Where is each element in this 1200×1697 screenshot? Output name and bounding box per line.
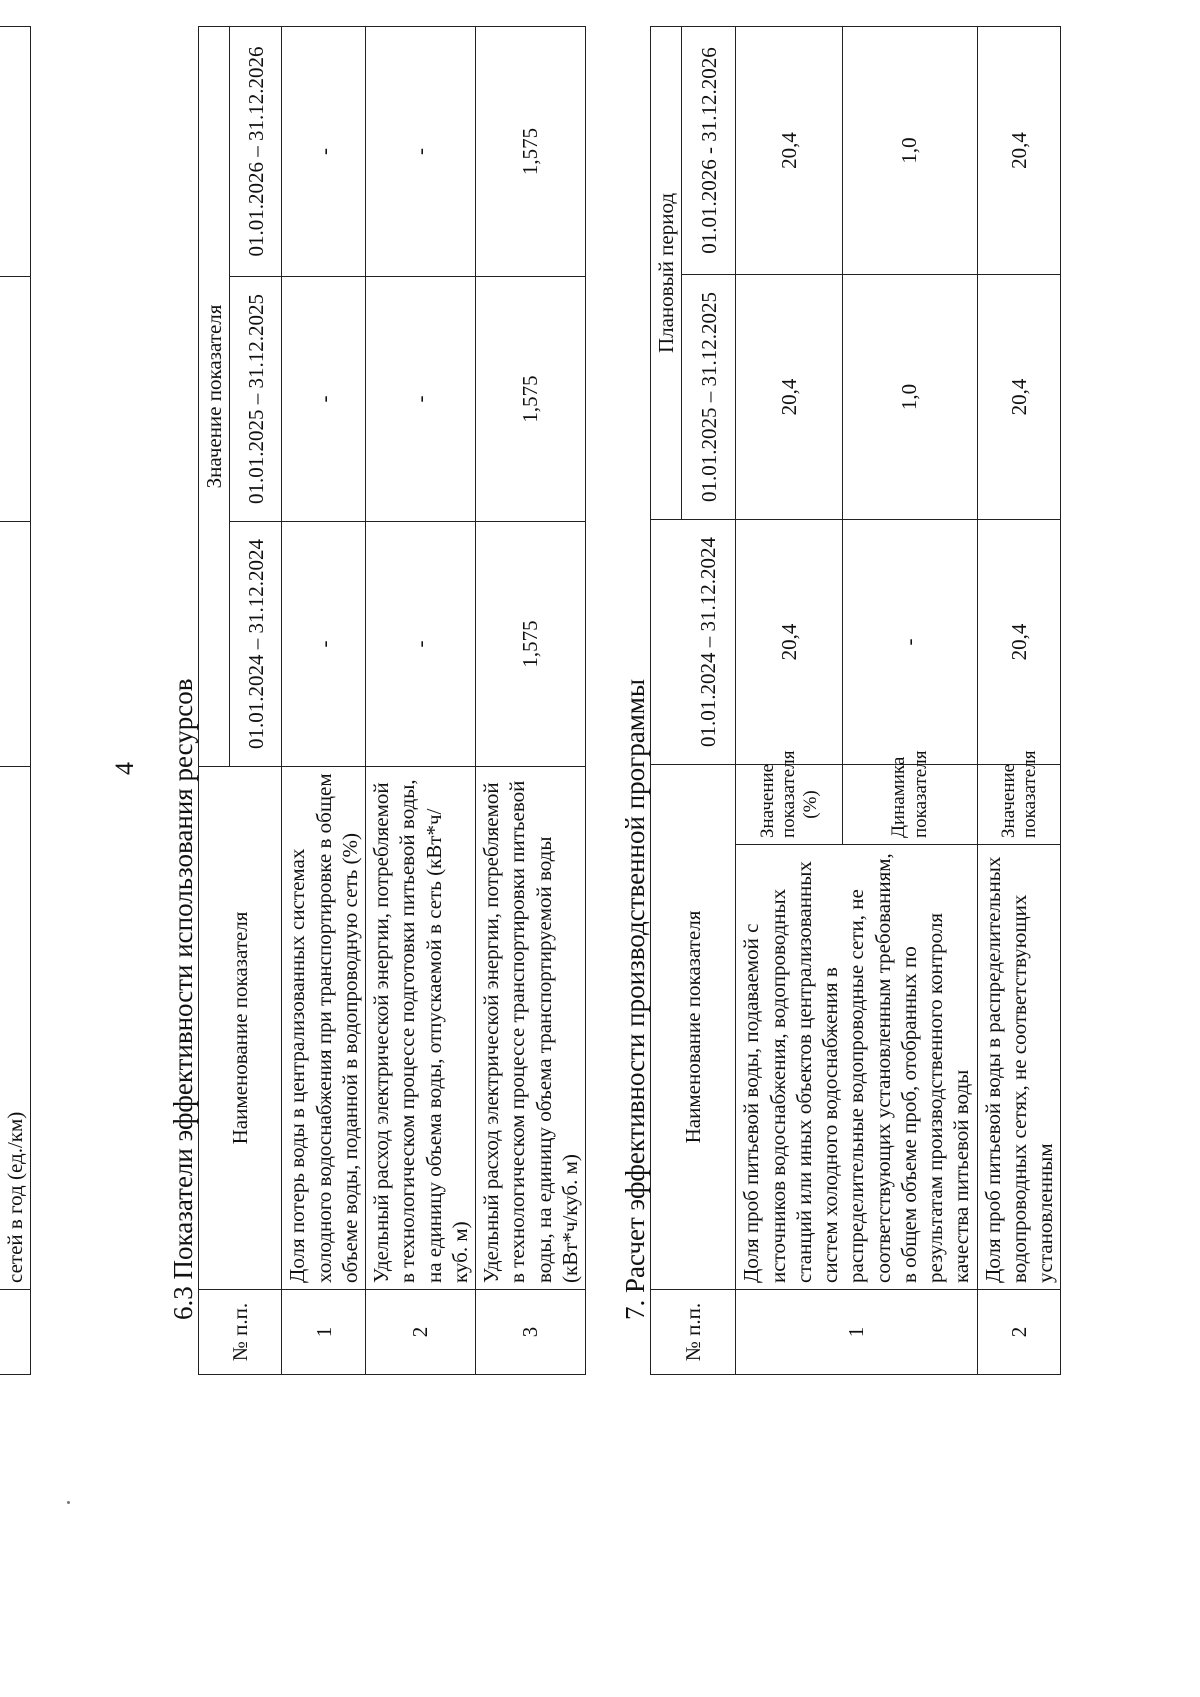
top-fragment-cell xyxy=(0,522,31,767)
row-value: 20,4 xyxy=(736,26,842,274)
page-number: 4 xyxy=(110,762,139,775)
row-value: 20,4 xyxy=(736,274,842,519)
sub-label: Значение показателя xyxy=(977,764,1061,844)
top-fragment-num-cell xyxy=(0,1290,31,1375)
plan-group-header: Плановый период xyxy=(651,26,682,519)
scan-speck xyxy=(67,1501,70,1504)
row-value: - xyxy=(366,277,476,522)
row-value: 1,575 xyxy=(476,522,586,767)
row-value: 20,4 xyxy=(736,519,842,764)
period-header: 01.01.2026 - 31.12.2026 xyxy=(682,26,736,274)
period-header: 01.01.2025 – 31.12.2025 xyxy=(682,274,736,519)
period-header: 01.01.2025 – 31.12.2025 xyxy=(230,277,282,522)
row-num: 1 xyxy=(282,1290,366,1375)
sub-label: Значение показателя (%) xyxy=(736,764,842,844)
row-name: Удельный расход электрической энергии, потребляемой в технологическом процессе транспортировки питьевой воды, на единицу объема транспортируемой воды (кВт*ч/куб. м) xyxy=(476,767,586,1290)
sub-label: Динамика показателя xyxy=(842,764,977,844)
top-fragment-label: сетей в год (ед./км) xyxy=(0,767,31,1290)
top-fragment-table xyxy=(0,26,31,1375)
plan-header-spacer xyxy=(651,519,682,764)
table-row xyxy=(476,27,586,1375)
row-num: 1 xyxy=(736,1290,977,1375)
row-value: 1,575 xyxy=(476,277,586,522)
value-group-header: Значение показателя xyxy=(199,27,230,767)
table-row xyxy=(282,27,366,1375)
row-value: 1,575 xyxy=(476,27,586,277)
row-value: - xyxy=(282,277,366,522)
row-value: 1,0 xyxy=(842,26,977,274)
row-name: Доля проб питьевой воды в распределительных водопроводных сетях, не соответствующих установленным xyxy=(977,845,1061,1290)
row-num: 2 xyxy=(977,1290,1061,1375)
section-63-title: 6.3 Показатели эффективности использования ресурсов xyxy=(168,678,198,1320)
row-value: 20,4 xyxy=(977,519,1061,764)
col-num-header: № п.п. xyxy=(199,1290,282,1375)
col-name-header: Наименование показателя xyxy=(651,764,736,1289)
table-row xyxy=(736,26,842,1374)
period-header: 01.01.2026 – 31.12.2026 xyxy=(230,27,282,277)
section-7-title: 7. Расчет эффективности производственной программы xyxy=(620,678,650,1320)
top-fragment-cell xyxy=(0,27,31,277)
row-value: - xyxy=(282,522,366,767)
col-num-header: № п.п. xyxy=(651,1290,736,1375)
table-row xyxy=(977,26,1061,1374)
row-value: - xyxy=(282,27,366,277)
top-fragment-cell xyxy=(0,277,31,522)
period-header: 01.01.2024 – 31.12.2024 xyxy=(682,519,736,764)
row-value: - xyxy=(842,519,977,764)
row-num: 3 xyxy=(476,1290,586,1375)
row-name: Удельный расход электрической энергии, потребляемой в технологическом процессе подготовки питьевой воды, на единицу объема воды, отпускаемой в сеть (кВт*ч/куб. м) xyxy=(366,767,476,1290)
period-header: 01.01.2024 – 31.12.2024 xyxy=(230,522,282,767)
table-row xyxy=(366,27,476,1375)
col-name-header: Наименование показателя xyxy=(199,767,282,1290)
row-name: Доля проб питьевой воды, подаваемой с источников водоснабжения, водопроводных станций или иных объектов централизованных систем холодного водоснабжения в распределительные водопроводные сети, не соответствующих установленным требованиям, в общем объеме проб, отобранных по результатам производственного контроля качества питьевой воды xyxy=(736,845,977,1290)
row-value: 20,4 xyxy=(977,274,1061,519)
row-value: - xyxy=(366,522,476,767)
section-63-table xyxy=(198,26,586,1375)
row-value: - xyxy=(366,27,476,277)
row-value: 20,4 xyxy=(977,26,1061,274)
row-name: Доля потерь воды в централизованных системах холодного водоснабжения при транспортировке в общем объеме воды, поданной в водопроводную сеть (%) xyxy=(282,767,366,1290)
row-value: 1,0 xyxy=(842,274,977,519)
row-num: 2 xyxy=(366,1290,476,1375)
section-7-table xyxy=(650,26,1061,1375)
